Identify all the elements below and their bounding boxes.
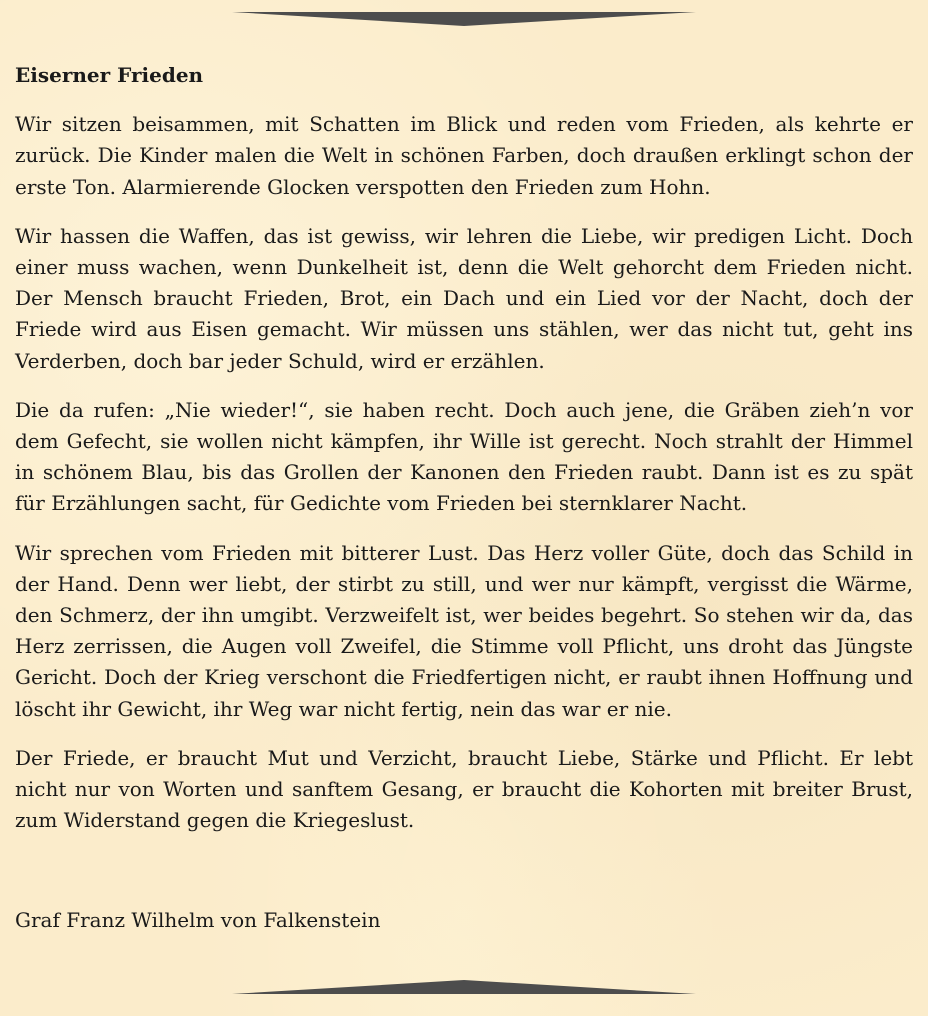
- poem-author: Graf Franz Wilhelm von Falkenstein: [15, 908, 381, 932]
- top-divider-ornament: [232, 10, 696, 28]
- poem-stanza-2: Wir hassen die Waffen, das ist gewiss, wir lehren die Liebe, wir predigen Licht. Doch einer muss wachen, wenn Dunkelheit ist, denn die Welt gehorcht dem Frieden nicht. Der Mensch braucht Frieden, Brot, ein Dach und ein Lied vor der Nacht, doch der Friede wird aus Eisen gemacht. Wir müssen uns stählen, wer das nicht tut, geht ins Verderben, doch bar jeder Schuld, wird er erzählen.: [15, 223, 913, 373]
- poem-container: [15, 60, 913, 854]
- poem-stanza-4: Wir sprechen vom Frieden mit bitterer Lust. Das Herz voller Güte, doch das Schild in der Hand. Denn wer liebt, der stirbt zu still, und wer nur kämpft, vergisst die Wärme, den Schmerz, der ihn umgibt. Verzweifelt ist, wer beides begehrt. So stehen wir da, das Herz zerrissen, die Augen voll Zweifel, die Stimme voll Pflicht, uns droht das Jüngste Gericht. Doch der Krieg verschont die Friedfertigen nicht, er raubt ihnen Hoffnung und löscht ihr Gewicht, ihr Weg war nicht fertig, nein das war er nie.: [15, 540, 913, 721]
- poem-stanza-5: Der Friede, er braucht Mut und Verzicht, braucht Liebe, Stärke und Pflicht. Er lebt nicht nur von Worten und sanftem Gesang, er braucht die Kohorten mit breiter Brust, zum Widerstand gegen die Kriegeslust.: [15, 745, 913, 833]
- poem-stanza-3: Die da rufen: „Nie wieder!“, sie haben recht. Doch auch jene, die Gräben zieh’n vor dem Gefecht, sie wollen nicht kämpfen, ihr Wille ist gerecht. Noch strahlt der Himmel in schönem Blau, bis das Grollen der Kanonen den Frieden raubt. Dann ist es zu spät für Erzählungen sacht, für Gedichte vom Frieden bei sternklarer Nacht.: [15, 397, 913, 516]
- poem-title: Eiserner Frieden: [15, 63, 204, 87]
- poem-stanza-1: Wir sitzen beisammen, mit Schatten im Blick und reden vom Frieden, als kehrte er zurück. Die Kinder malen die Welt in schönen Farben, doch draußen erklingt schon der erste Ton. Alarmierende Glocken verspotten den Frieden zum Hohn.: [15, 112, 913, 199]
- bottom-divider-ornament: [232, 978, 696, 996]
